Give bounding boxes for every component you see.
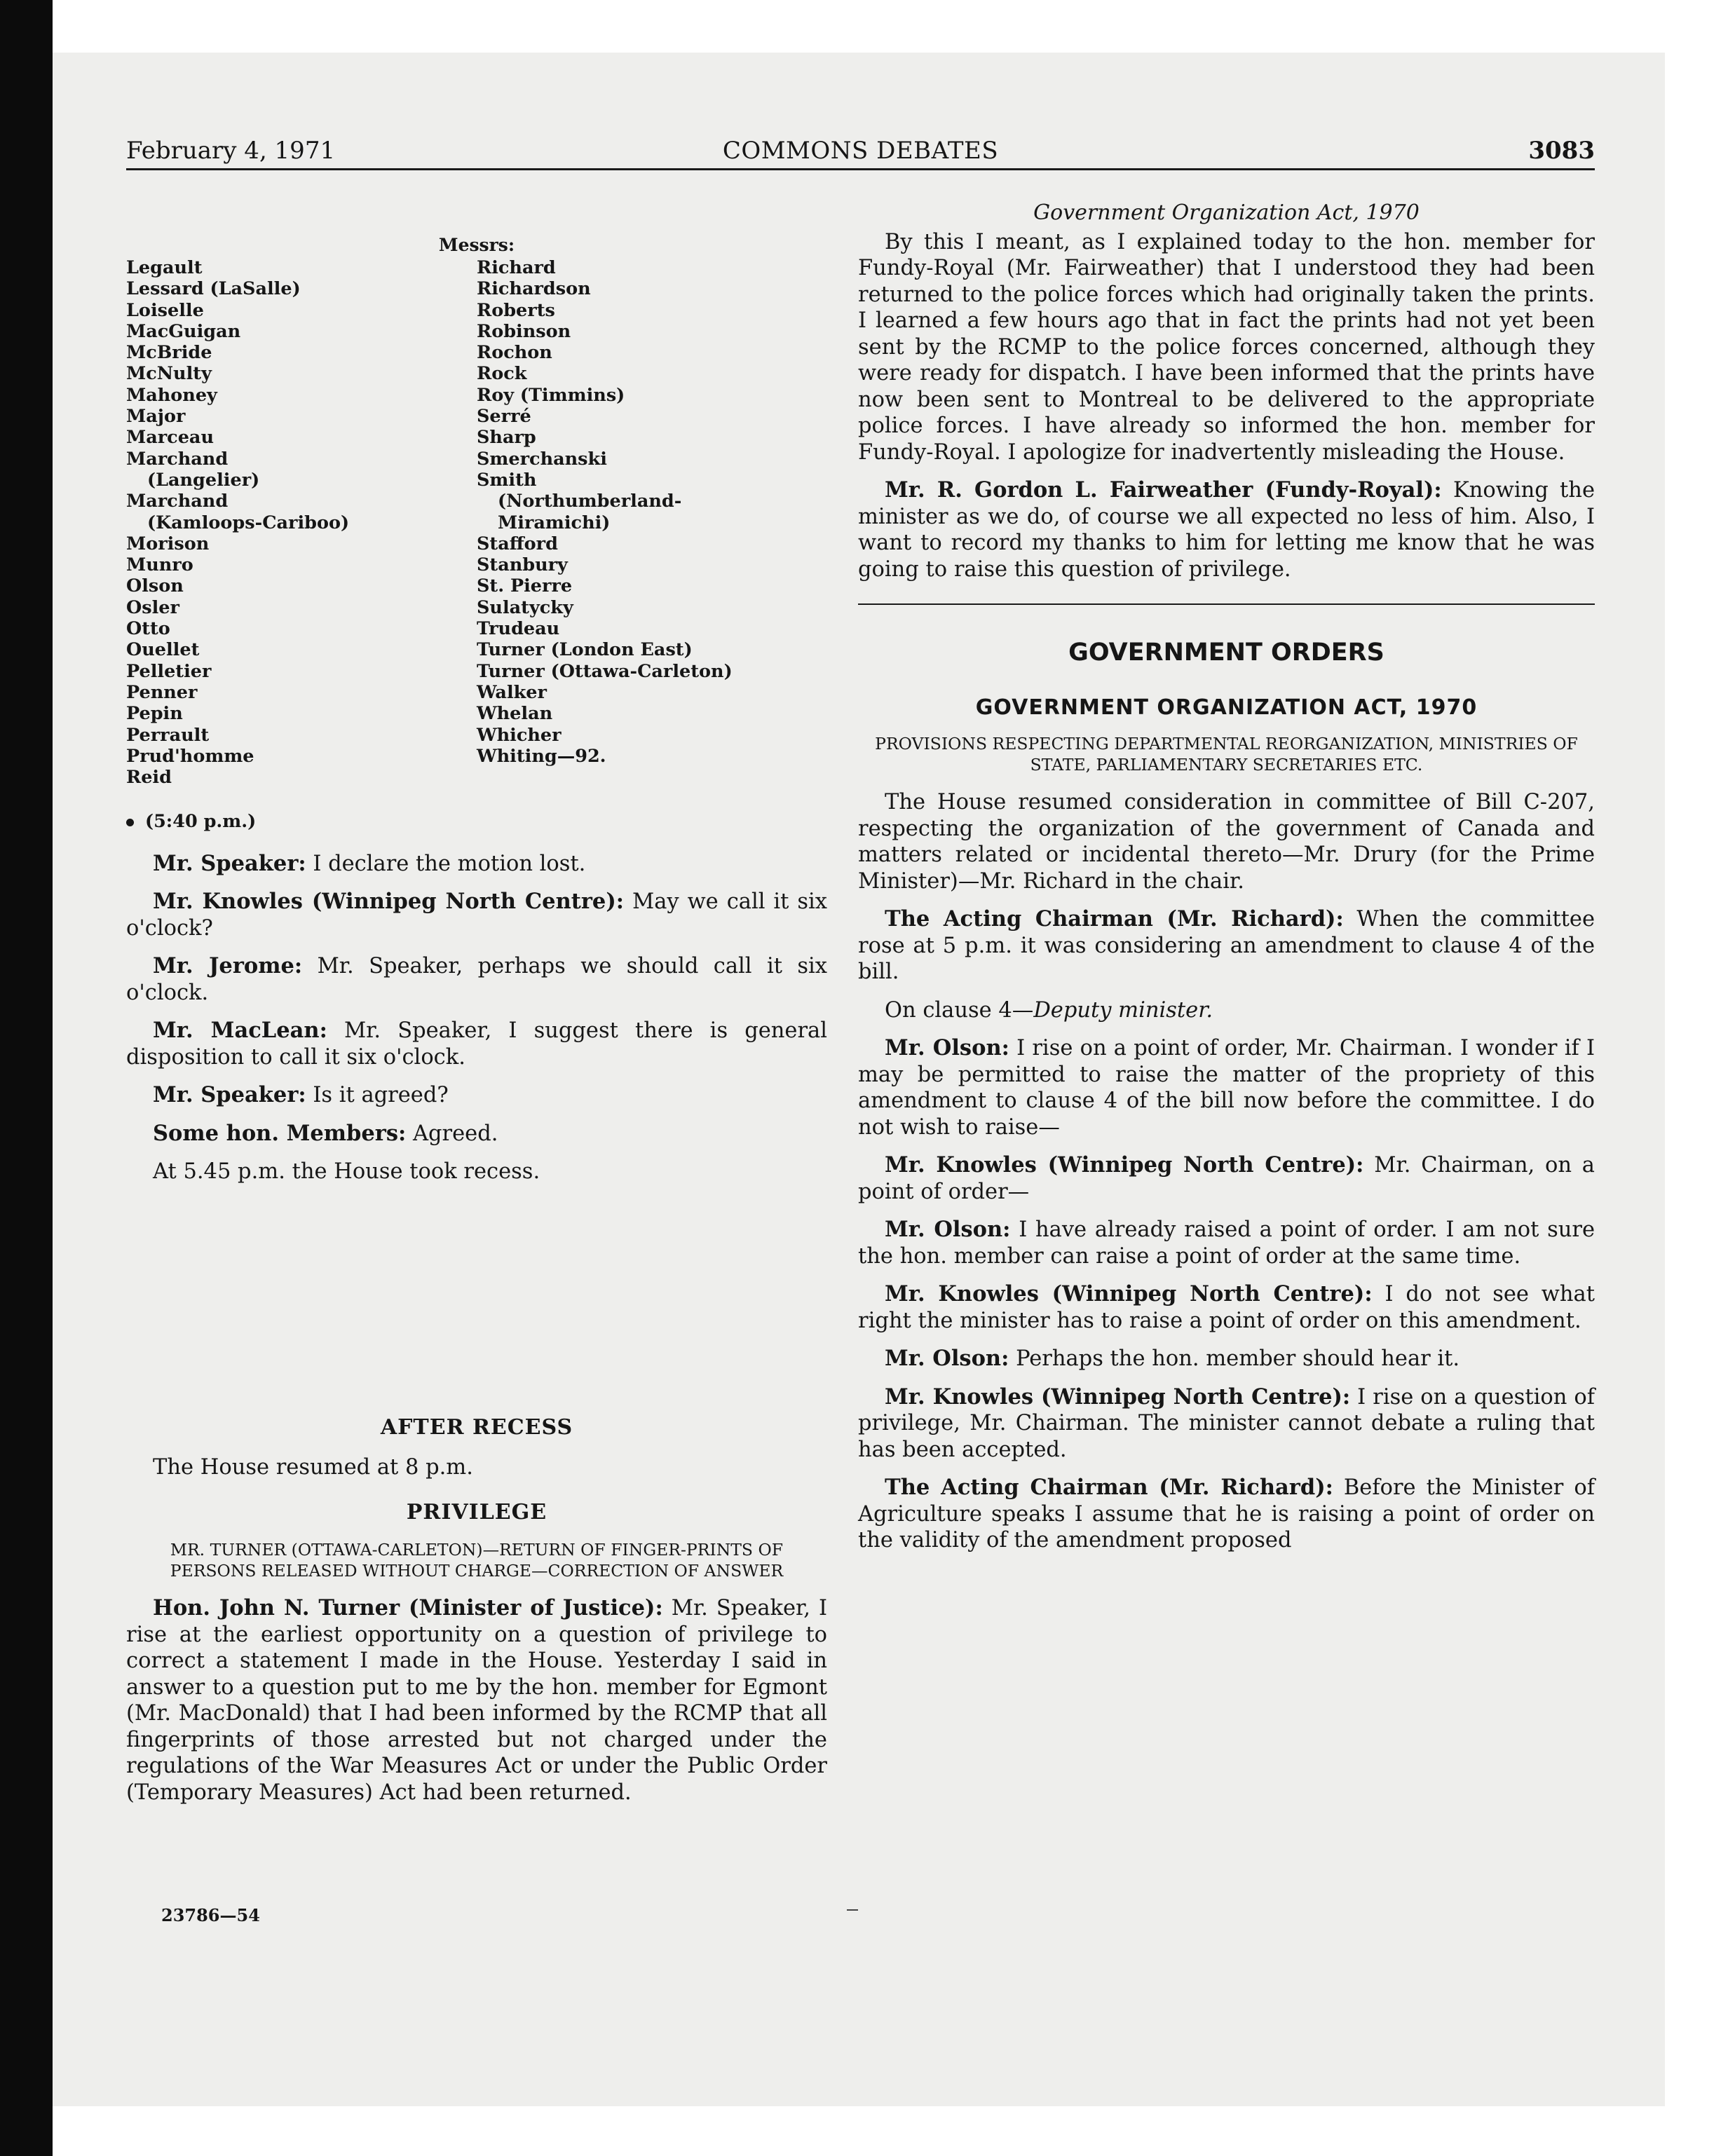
running-head: Government Organization Act, 1970 — [1033, 200, 1420, 225]
section-divider — [858, 603, 1595, 605]
speech-text: Is it agreed? — [306, 1083, 449, 1108]
dash-mark — [847, 1909, 858, 1911]
clause-prefix: On clause 4— — [885, 997, 1034, 1023]
speech-text: At 5.45 p.m. the House took recess. — [153, 1159, 540, 1185]
division-list — [126, 257, 827, 788]
division-name: Turner (Ottawa-Carleton) — [477, 660, 733, 682]
speech-text: Mr. Speaker, I suggest there is general disposition to call it six o'clock. — [126, 1018, 827, 1070]
division-name: McBride — [126, 342, 212, 364]
header-page-number: 3083 — [1528, 137, 1595, 165]
debate-paragraph — [858, 1217, 1595, 1269]
debate-paragraph — [858, 1281, 1595, 1334]
speech-text: Agreed. — [406, 1121, 498, 1146]
speaker-name: Mr. Olson: — [885, 1217, 1011, 1242]
section-title-government-organization-act: GOVERNMENT ORGANIZATION ACT, 1970 — [975, 695, 1478, 720]
division-name: Stafford — [477, 533, 558, 554]
debate-paragraph — [858, 1035, 1595, 1140]
division-name: Stanbury — [477, 554, 568, 576]
division-list-col1 — [126, 257, 477, 788]
debate-paragraph — [858, 789, 1595, 894]
division-name: Trudeau — [477, 618, 560, 640]
division-name: Prud'homme — [126, 745, 254, 767]
scan-border-left — [0, 0, 53, 2156]
division-name: Major — [126, 406, 186, 428]
section-title-government-orders: GOVERNMENT ORDERS — [1068, 639, 1384, 667]
debate-paragraph — [858, 1475, 1595, 1554]
division-name: Sharp — [477, 427, 536, 449]
division-name: Munro — [126, 554, 193, 576]
division-name: Roy (Timmins) — [477, 384, 625, 406]
division-name: Morison — [126, 533, 210, 554]
division-name: St. Pierre — [477, 575, 573, 597]
division-name: Otto — [126, 618, 170, 640]
speaker-name: The Acting Chairman (Mr. Richard): — [885, 1475, 1333, 1500]
division-name: Marchand — [126, 491, 229, 512]
scan-border-right — [1665, 0, 1735, 2156]
right-debate-block-1 — [858, 229, 1595, 583]
division-name: Olson — [126, 575, 184, 597]
division-name: Smerchanski — [477, 448, 607, 470]
division-name: MacGuigan — [126, 320, 241, 342]
time-marker — [126, 809, 827, 835]
division-name: Serré — [477, 406, 531, 428]
right-column — [858, 200, 1595, 1566]
division-name: Perrault — [126, 724, 210, 746]
division-name: (Langelier) — [147, 469, 260, 491]
debate-paragraph — [858, 477, 1595, 582]
division-name: Rochon — [477, 342, 552, 364]
page-header — [126, 137, 1595, 172]
speaker-name: The Acting Chairman (Mr. Richard): — [885, 906, 1344, 932]
division-name: Whicher — [477, 724, 562, 746]
division-name: Roberts — [477, 299, 555, 321]
debate-paragraph — [126, 1018, 827, 1070]
debate-paragraph — [858, 1346, 1595, 1372]
speech-text: Mr. Chairman, on a point of order— — [858, 1153, 1595, 1204]
header-publication: COMMONS DEBATES — [722, 137, 999, 165]
division-list-col2 — [477, 257, 827, 788]
speech-text: Mr. Speaker, I rise at the earliest opportunity on a question of privilege to correct a statement I made in the House. Yesterday I said in answer to a question put to me by the hon. member for Egmont (Mr. MacDonald) that I had been informed by the RCMP that all fingerprints of those arrested but not charged under the regulations of the War Measures Act or under the Public Order (Temporary Measures) Act had been returned. — [126, 1596, 827, 1805]
division-name: Whelan — [477, 703, 553, 725]
speech-text: Mr. Speaker, perhaps we should call it six o'clock. — [126, 954, 827, 1005]
turner-paragraph — [126, 1595, 827, 1806]
division-name: Walker — [477, 681, 547, 703]
speech-text: The House resumed consideration in committee of Bill C-207, respecting the organization of the government of Canada and matters related or incidental thereto—Mr. Drury (for the Prime Minister)—Mr. Richard in the chair. — [858, 790, 1595, 894]
debate-paragraph — [126, 1082, 827, 1109]
division-name: McNulty — [126, 363, 212, 385]
division-name: Mahoney — [126, 384, 217, 406]
clause-title: Deputy minister. — [1033, 997, 1213, 1023]
speaker-name: Mr. R. Gordon L. Fairweather (Fundy-Royal): — [885, 477, 1442, 503]
header-date: February 4, 1971 — [126, 137, 336, 165]
time-marker-text: (5:40 p.m.) — [145, 811, 257, 833]
left-debate-block-1 — [126, 851, 827, 1185]
division-name: Lessard (LaSalle) — [126, 278, 301, 300]
division-name: Osler — [126, 596, 179, 618]
speaker-name: Mr. Knowles (Winnipeg North Centre): — [153, 889, 625, 915]
speaker-name: Some hon. Members: — [153, 1120, 407, 1146]
speech-text: Knowing the minister as we do, of course we all expected no less of him. Also, I want to record my thanks to him for letting me know that he was going to raise this question of privilege. — [858, 478, 1595, 582]
debate-paragraph — [858, 1152, 1595, 1205]
division-name: Smith — [477, 469, 537, 491]
debate-paragraph — [126, 889, 827, 941]
debate-paragraph — [126, 1159, 827, 1185]
printer-footnote: 23786—54 — [161, 1905, 260, 1925]
speaker-name: Mr. Olson: — [885, 1346, 1009, 1371]
division-name: Pepin — [126, 703, 183, 725]
speech-text: I have already raised a point of order. I am not sure the hon. member can raise a point of order at the same time. — [858, 1217, 1595, 1269]
left-column — [126, 200, 827, 1817]
right-debate-block-2 — [858, 789, 1595, 985]
division-name: Richard — [477, 257, 556, 278]
speech-text: Before the Minister of Agriculture speaks I assume that he is raising a point of order on the validity of the amendment proposed — [858, 1475, 1595, 1553]
division-name: Sulatycky — [477, 596, 573, 618]
resumed-paragraph: The House resumed at 8 p.m. — [153, 1455, 473, 1480]
speech-text: I declare the motion lost. — [306, 851, 586, 876]
speaker-name: Mr. Knowles (Winnipeg North Centre): — [885, 1152, 1364, 1178]
division-name: Pelletier — [126, 660, 212, 682]
division-name: Rock — [477, 363, 527, 385]
division-name: Marchand — [126, 448, 229, 470]
division-name: (Northumberland- — [498, 491, 682, 512]
section-title-after-recess: AFTER RECESS — [380, 1414, 573, 1440]
speaker-name: Mr. Knowles (Winnipeg North Centre): — [885, 1384, 1351, 1410]
division-name: Miramichi) — [498, 512, 611, 533]
speech-text: May we call it six o'clock? — [126, 889, 827, 941]
division-name: Ouellet — [126, 639, 200, 661]
speaker-name: Mr. Jerome: — [153, 953, 303, 979]
privilege-subtitle: MR. TURNER (OTTAWA-CARLETON)—RETURN OF FINGER-PRINTS OF PERSONS RELEASED WITHOUT CHARGE—CORRECTION OF ANSWER — [170, 1540, 784, 1581]
speaker-name: Mr. Knowles (Winnipeg North Centre): — [885, 1281, 1373, 1306]
division-name: Legault — [126, 257, 203, 278]
debate-paragraph — [858, 906, 1595, 985]
division-name: (Kamloops-Cariboo) — [147, 512, 350, 533]
column-gap — [126, 1197, 827, 1414]
division-name: Robinson — [477, 320, 571, 342]
speaker-name: Mr. Olson: — [885, 1035, 1009, 1060]
clause-line — [858, 997, 1595, 1024]
debate-paragraph — [858, 1384, 1595, 1464]
division-name: Turner (London East) — [477, 639, 693, 661]
division-name: Marceau — [126, 427, 214, 449]
speech-text: By this I meant, as I explained today to the hon. member for Fundy-Royal (Mr. Fairweather) that I understood they had been returned to the police forces which had originally taken the prints. I learned a few hours ago that in fact the prints had not yet been sent by the RCMP to the police forces concerned, although they were ready for dispatch. I have been informed that the prints have now been sent to Montreal to be delivered to the appropriate police forces. I have already so informed the hon. member for Fundy-Royal. I apologize for inadvertently misleading the House. — [858, 229, 1595, 465]
gov-act-subtitle: PROVISIONS RESPECTING DEPARTMENTAL REORGANIZATION, MINISTRIES OF STATE, PARLIAMENTARY SECRETARIES ETC. — [875, 734, 1578, 775]
division-name: Whiting—92. — [477, 745, 606, 767]
division-label: Messrs: — [438, 235, 515, 255]
section-title-privilege: PRIVILEGE — [406, 1499, 547, 1524]
speech-text: Perhaps the hon. member should hear it. — [1009, 1346, 1460, 1371]
division-name: Loiselle — [126, 299, 204, 321]
right-debate-block-3 — [858, 1035, 1595, 1554]
debate-paragraph — [858, 229, 1595, 466]
division-name: Richardson — [477, 278, 591, 300]
debate-paragraph — [126, 851, 827, 878]
speaker-name: Mr. Speaker: — [153, 850, 306, 876]
debate-paragraph — [126, 953, 827, 1006]
header-rule — [126, 168, 1595, 170]
speaker-name: Hon. John N. Turner (Minister of Justice): — [153, 1595, 663, 1621]
bullet-icon — [126, 819, 134, 826]
debate-paragraph — [126, 1121, 827, 1147]
speaker-name: Mr. Speaker: — [153, 1082, 306, 1108]
speech-text: When the committee rose at 5 p.m. it was considering an amendment to clause 4 of the bill. — [858, 907, 1595, 984]
division-name: Reid — [126, 767, 172, 789]
division-name: Penner — [126, 681, 198, 703]
speech-text: I rise on a question of privilege, Mr. Chairman. The minister cannot debate a ruling that has been accepted. — [858, 1384, 1595, 1462]
speaker-name: Mr. MacLean: — [153, 1018, 327, 1044]
speech-text: I rise on a point of order, Mr. Chairman. I wonder if I may be permitted to raise the matter of the propriety of this amendment to clause 4 of the bill now before the committee. I do not wish to raise— — [858, 1036, 1595, 1140]
speech-text: I do not see what right the minister has to raise a point of order on this amendment. — [858, 1282, 1595, 1333]
